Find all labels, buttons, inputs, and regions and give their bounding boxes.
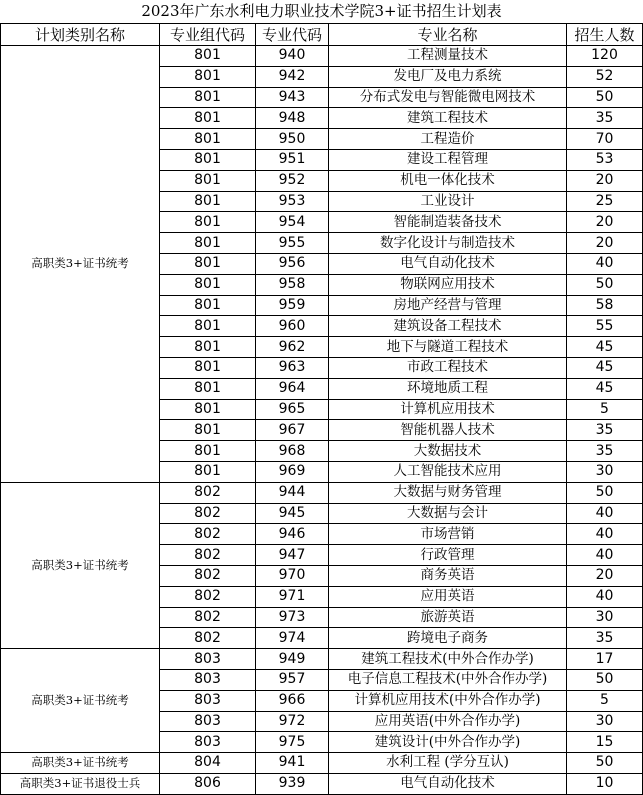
major-code-cell: 974 (256, 628, 329, 649)
major-code-cell: 952 (256, 170, 329, 191)
group-code-cell: 801 (160, 129, 256, 150)
major-code-cell: 972 (256, 711, 329, 732)
major-name-cell: 分布式发电与智能微电网技术 (329, 87, 567, 108)
group-code-cell: 801 (160, 170, 256, 191)
major-code-cell: 948 (256, 108, 329, 129)
group-code-cell: 802 (160, 586, 256, 607)
enrollment-count-cell: 35 (567, 108, 643, 129)
group-code-cell: 801 (160, 233, 256, 254)
major-name-cell: 电气自动化技术 (329, 773, 567, 794)
major-code-cell: 947 (256, 545, 329, 566)
major-name-cell: 物联网应用技术 (329, 274, 567, 295)
major-code-cell: 951 (256, 149, 329, 170)
enrollment-count-cell: 58 (567, 295, 643, 316)
enrollment-count-cell: 17 (567, 649, 643, 670)
header-major-code: 专业代码 (256, 24, 329, 46)
enrollment-count-cell: 30 (567, 461, 643, 482)
enrollment-plan-table (0, 23, 643, 795)
major-code-cell: 958 (256, 274, 329, 295)
enrollment-count-cell: 35 (567, 628, 643, 649)
group-code-cell: 802 (160, 482, 256, 503)
major-code-cell: 967 (256, 420, 329, 441)
enrollment-count-cell: 45 (567, 357, 643, 378)
enrollment-count-cell: 55 (567, 316, 643, 337)
enrollment-count-cell: 5 (567, 399, 643, 420)
enrollment-count-cell: 5 (567, 690, 643, 711)
major-name-cell: 跨境电子商务 (329, 628, 567, 649)
page-title: 2023年广东水利电力职业技术学院3+证书招生计划表 (141, 2, 502, 20)
table-row (1, 46, 643, 67)
major-name-cell: 计算机应用技术 (329, 399, 567, 420)
enrollment-count-cell: 35 (567, 441, 643, 462)
group-code-cell: 802 (160, 607, 256, 628)
major-code-cell: 949 (256, 649, 329, 670)
major-name-cell: 大数据与财务管理 (329, 482, 567, 503)
major-code-cell: 973 (256, 607, 329, 628)
major-name-cell: 建设工程管理 (329, 149, 567, 170)
major-code-cell: 946 (256, 524, 329, 545)
enrollment-count-cell: 35 (567, 420, 643, 441)
category-cell: 高职类3+证书退役士兵 (1, 773, 160, 794)
major-code-cell: 955 (256, 233, 329, 254)
major-name-cell: 大数据技术 (329, 441, 567, 462)
major-name-cell: 智能制造装备技术 (329, 212, 567, 233)
major-name-cell: 市政工程技术 (329, 357, 567, 378)
table-body (1, 46, 643, 795)
group-code-cell: 801 (160, 295, 256, 316)
group-code-cell: 806 (160, 773, 256, 794)
enrollment-count-cell: 45 (567, 378, 643, 399)
enrollment-count-cell: 10 (567, 773, 643, 794)
major-code-cell: 956 (256, 253, 329, 274)
enrollment-count-cell: 25 (567, 191, 643, 212)
category-cell: 高职类3+证书统考 (1, 753, 160, 774)
enrollment-count-cell: 40 (567, 545, 643, 566)
major-code-cell: 962 (256, 337, 329, 358)
group-code-cell: 801 (160, 378, 256, 399)
enrollment-count-cell: 20 (567, 233, 643, 254)
group-code-cell: 804 (160, 753, 256, 774)
enrollment-count-cell: 52 (567, 66, 643, 87)
major-code-cell: 954 (256, 212, 329, 233)
group-code-cell: 803 (160, 669, 256, 690)
enrollment-count-cell: 30 (567, 711, 643, 732)
major-name-cell: 数字化设计与制造技术 (329, 233, 567, 254)
header-major-name: 专业名称 (329, 24, 567, 46)
major-code-cell: 971 (256, 586, 329, 607)
category-cell: 高职类3+证书统考 (1, 482, 160, 648)
group-code-cell: 801 (160, 420, 256, 441)
major-code-cell: 940 (256, 46, 329, 67)
enrollment-count-cell: 30 (567, 607, 643, 628)
major-code-cell: 968 (256, 441, 329, 462)
major-name-cell: 应用英语(中外合作办学) (329, 711, 567, 732)
group-code-cell: 803 (160, 732, 256, 753)
major-name-cell: 计算机应用技术(中外合作办学) (329, 690, 567, 711)
major-name-cell: 水利工程 (学分互认) (329, 753, 567, 774)
group-code-cell: 801 (160, 253, 256, 274)
enrollment-count-cell: 50 (567, 274, 643, 295)
major-name-cell: 工程测量技术 (329, 46, 567, 67)
group-code-cell: 803 (160, 711, 256, 732)
enrollment-count-cell: 50 (567, 482, 643, 503)
header-group-code: 专业组代码 (160, 24, 256, 46)
table-row (1, 482, 643, 503)
major-name-cell: 智能机器人技术 (329, 420, 567, 441)
major-name-cell: 商务英语 (329, 565, 567, 586)
major-code-cell: 966 (256, 690, 329, 711)
enrollment-count-cell: 53 (567, 149, 643, 170)
group-code-cell: 802 (160, 565, 256, 586)
major-name-cell: 房地产经营与管理 (329, 295, 567, 316)
major-code-cell: 939 (256, 773, 329, 794)
major-name-cell: 人工智能技术应用 (329, 461, 567, 482)
major-code-cell: 964 (256, 378, 329, 399)
category-cell: 高职类3+证书统考 (1, 46, 160, 483)
group-code-cell: 801 (160, 441, 256, 462)
major-name-cell: 工程造价 (329, 129, 567, 150)
major-name-cell: 建筑工程技术 (329, 108, 567, 129)
major-code-cell: 957 (256, 669, 329, 690)
major-code-cell: 953 (256, 191, 329, 212)
group-code-cell: 801 (160, 399, 256, 420)
group-code-cell: 803 (160, 690, 256, 711)
enrollment-count-cell: 40 (567, 503, 643, 524)
major-name-cell: 应用英语 (329, 586, 567, 607)
major-name-cell: 建筑工程技术(中外合作办学) (329, 649, 567, 670)
group-code-cell: 801 (160, 108, 256, 129)
group-code-cell: 801 (160, 337, 256, 358)
enrollment-count-cell: 20 (567, 212, 643, 233)
group-code-cell: 801 (160, 191, 256, 212)
group-code-cell: 801 (160, 66, 256, 87)
enrollment-count-cell: 45 (567, 337, 643, 358)
enrollment-count-cell: 15 (567, 732, 643, 753)
group-code-cell: 802 (160, 545, 256, 566)
major-name-cell: 环境地质工程 (329, 378, 567, 399)
major-name-cell: 地下与隧道工程技术 (329, 337, 567, 358)
group-code-cell: 802 (160, 524, 256, 545)
major-name-cell: 工业设计 (329, 191, 567, 212)
group-code-cell: 802 (160, 503, 256, 524)
major-name-cell: 建筑设计(中外合作办学) (329, 732, 567, 753)
group-code-cell: 801 (160, 274, 256, 295)
group-code-cell: 801 (160, 149, 256, 170)
enrollment-count-cell: 40 (567, 524, 643, 545)
major-name-cell: 旅游英语 (329, 607, 567, 628)
major-code-cell: 975 (256, 732, 329, 753)
category-cell: 高职类3+证书统考 (1, 649, 160, 753)
major-name-cell: 行政管理 (329, 545, 567, 566)
major-code-cell: 965 (256, 399, 329, 420)
group-code-cell: 801 (160, 461, 256, 482)
table-row (1, 773, 643, 794)
enrollment-count-cell: 20 (567, 565, 643, 586)
group-code-cell: 801 (160, 212, 256, 233)
major-code-cell: 959 (256, 295, 329, 316)
table-row (1, 753, 643, 774)
enrollment-count-cell: 20 (567, 170, 643, 191)
major-code-cell: 941 (256, 753, 329, 774)
major-name-cell: 大数据与会计 (329, 503, 567, 524)
major-name-cell: 发电厂及电力系统 (329, 66, 567, 87)
header-category: 计划类别名称 (1, 24, 160, 46)
major-name-cell: 电气自动化技术 (329, 253, 567, 274)
group-code-cell: 801 (160, 46, 256, 67)
group-code-cell: 802 (160, 628, 256, 649)
group-code-cell: 801 (160, 357, 256, 378)
group-code-cell: 801 (160, 316, 256, 337)
enrollment-count-cell: 120 (567, 46, 643, 67)
major-code-cell: 970 (256, 565, 329, 586)
enrollment-count-cell: 50 (567, 753, 643, 774)
major-code-cell: 960 (256, 316, 329, 337)
major-code-cell: 963 (256, 357, 329, 378)
table-row (1, 649, 643, 670)
major-code-cell: 969 (256, 461, 329, 482)
major-name-cell: 建筑设备工程技术 (329, 316, 567, 337)
major-code-cell: 942 (256, 66, 329, 87)
enrollment-count-cell: 50 (567, 669, 643, 690)
enrollment-count-cell: 40 (567, 586, 643, 607)
table-header-row (1, 24, 643, 46)
major-name-cell: 机电一体化技术 (329, 170, 567, 191)
group-code-cell: 803 (160, 649, 256, 670)
major-code-cell: 943 (256, 87, 329, 108)
group-code-cell: 801 (160, 87, 256, 108)
enrollment-count-cell: 70 (567, 129, 643, 150)
enrollment-count-cell: 50 (567, 87, 643, 108)
major-name-cell: 电子信息工程技术(中外合作办学) (329, 669, 567, 690)
major-code-cell: 944 (256, 482, 329, 503)
enrollment-count-cell: 40 (567, 253, 643, 274)
major-code-cell: 950 (256, 129, 329, 150)
header-enrollment-count: 招生人数 (567, 24, 643, 46)
major-code-cell: 945 (256, 503, 329, 524)
major-name-cell: 市场营销 (329, 524, 567, 545)
